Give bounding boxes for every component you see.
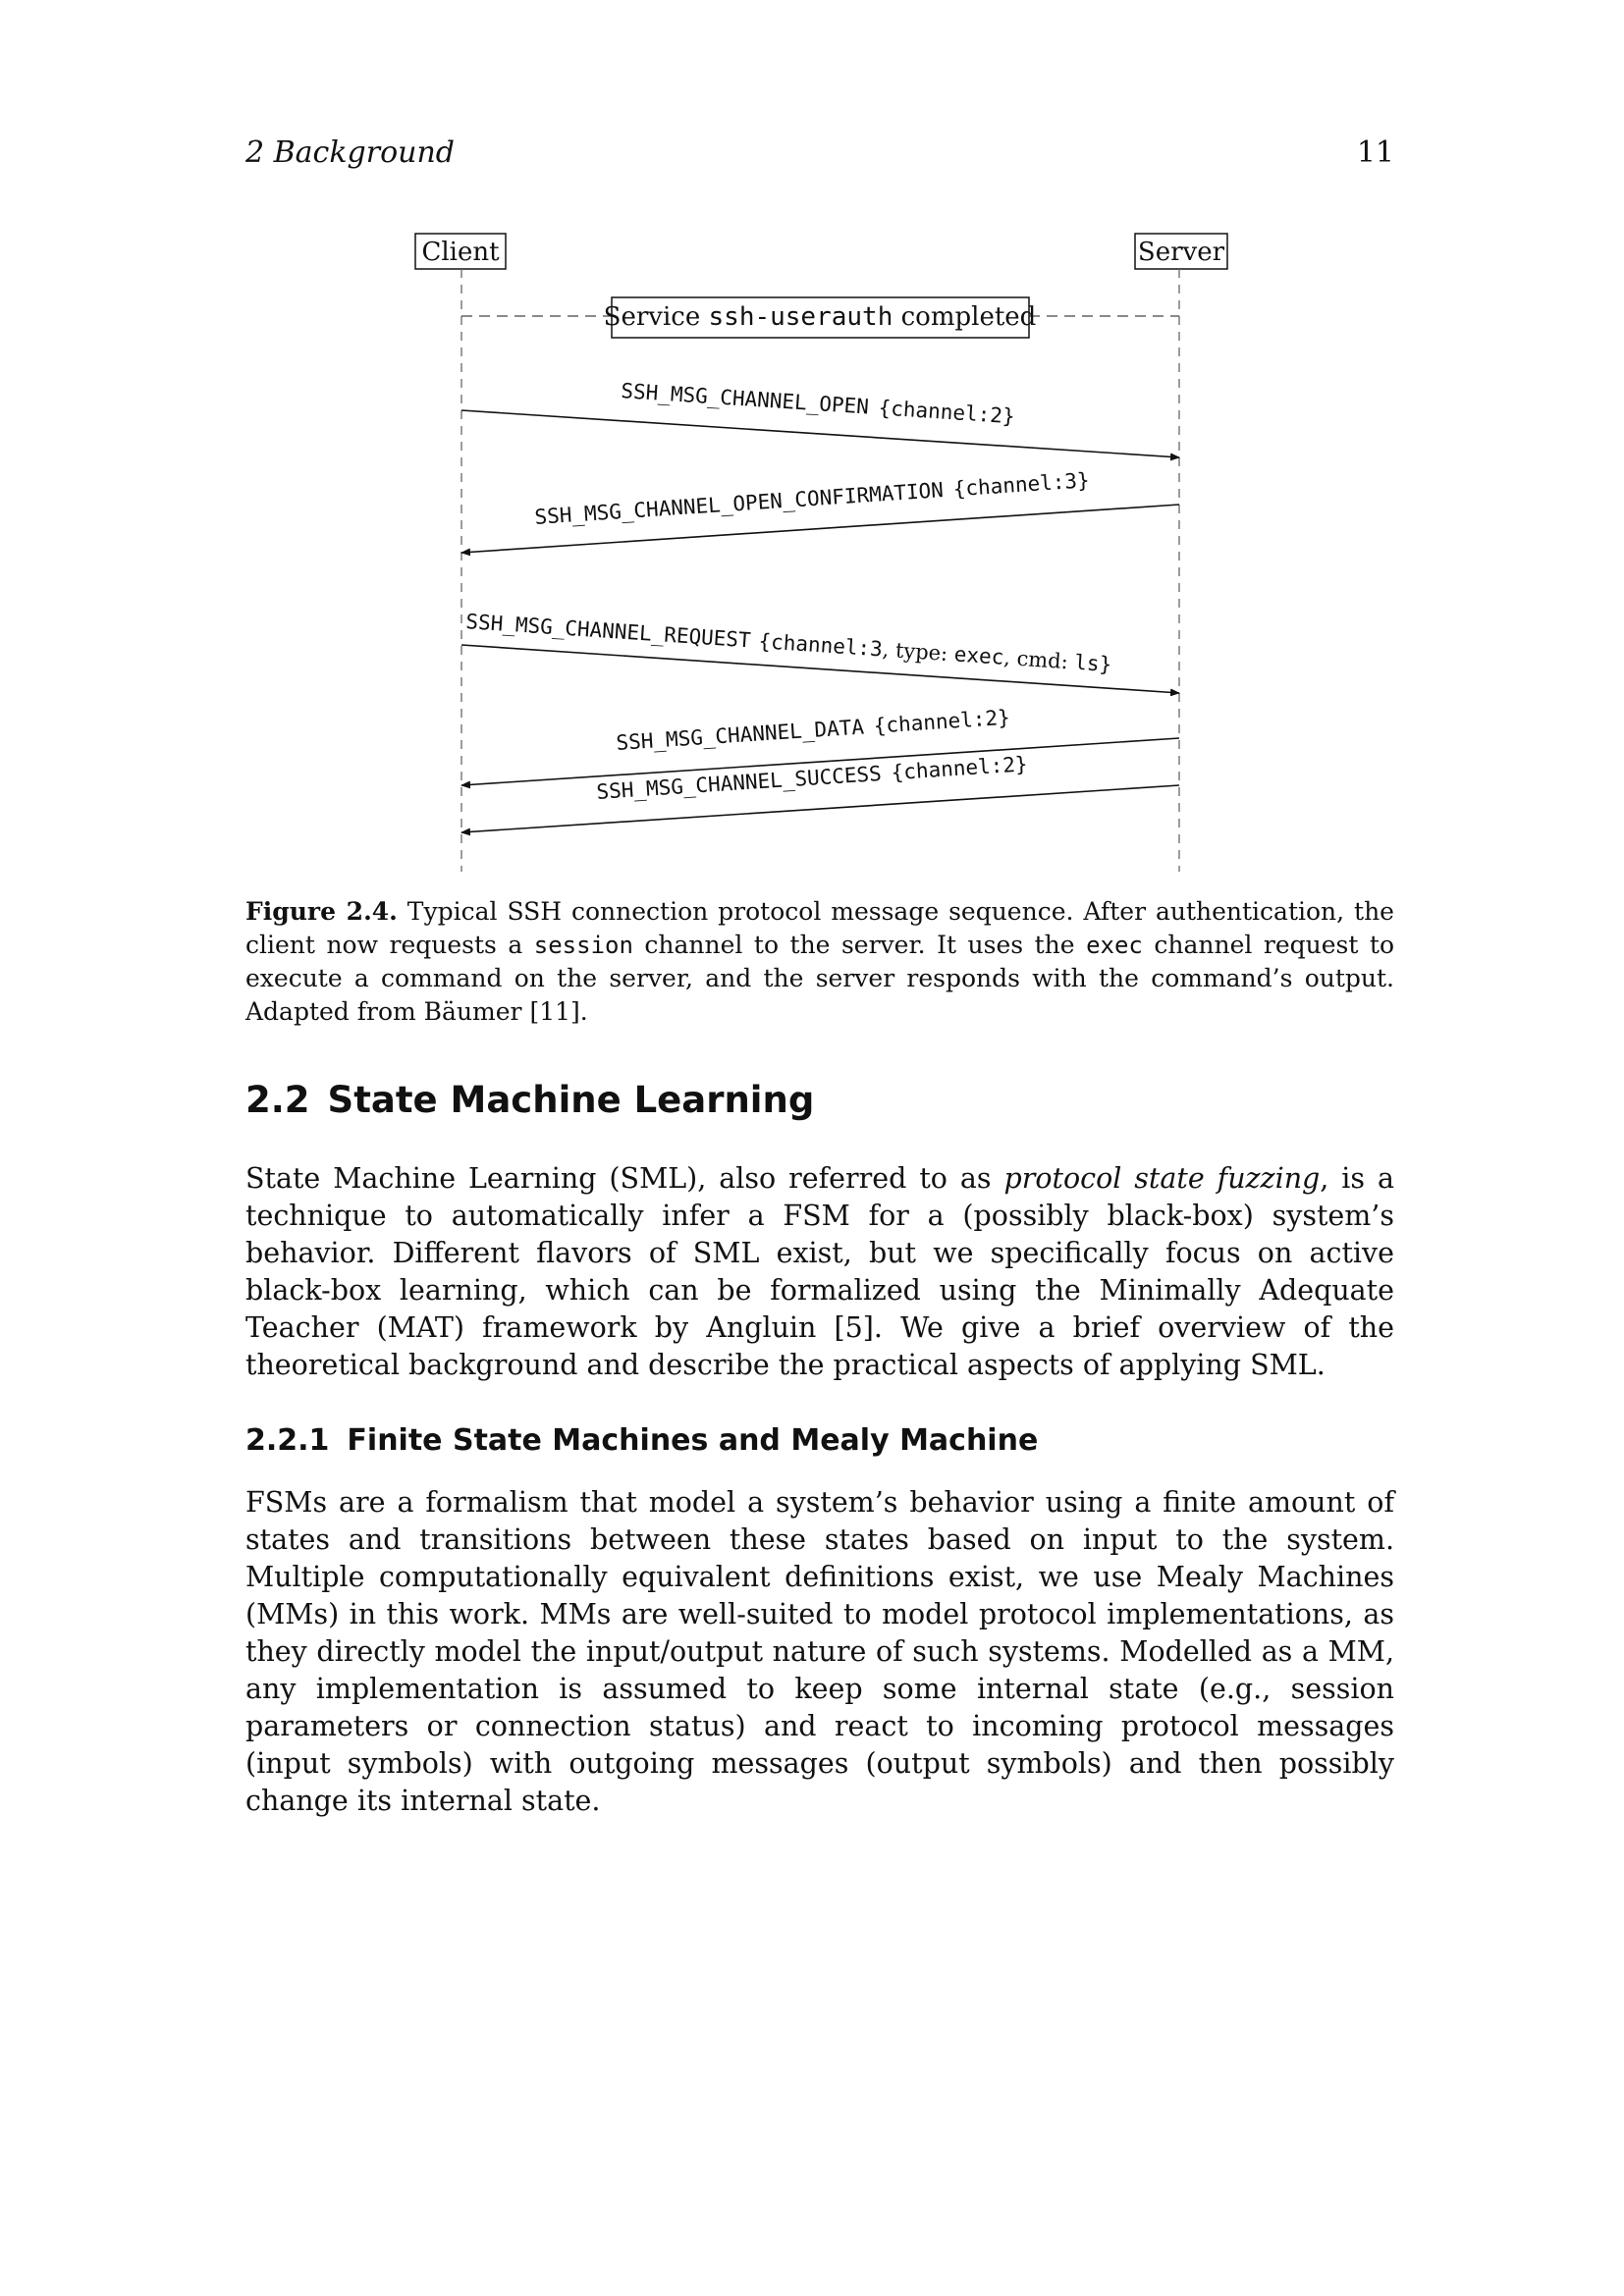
figure-label: Figure 2.4.: [245, 897, 398, 926]
message-arrow-channel-open: [461, 410, 1179, 457]
message-label-channel-data: SSH_MSG_CHANNEL_DATA {channel:2}: [615, 705, 1011, 755]
subsection-title: Finite State Machines and Mealy Machine: [347, 1423, 1039, 1458]
subsection-heading: [245, 1421, 1394, 1461]
figure-caption: [245, 895, 1394, 1029]
caption-text-3: channel request to execute a command on the server, and the server responds with the command’s output. Adapted from Bäumer [11].: [245, 931, 1394, 1026]
caption-text-1: Typical SSH connection protocol message sequence. After authentication, the client now requests a: [245, 897, 1394, 959]
chapter-title: 2 Background: [245, 135, 455, 170]
caption-text-2: channel to the server. It uses the: [632, 931, 1087, 959]
emphasis-protocol-state-fuzzing: protocol state fuzzing: [1003, 1162, 1321, 1195]
message-arrow-channel-success: [461, 785, 1179, 832]
paragraph-fsm-mealy: FSMs are a formalism that model a system’s behavior using a finite amount of states and transitions between these states based on input to the system. Multiple computationally equivalent definitions exist, we use Mealy Machines (MMs) in this work. MMs are well-suited to model protocol implementations, as they directly model the input/output nature of such systems. Modelled as a MM, any implementation is assumed to keep some internal state (e.g., session parameters or connection status) and react to incoming protocol messages (input symbols) with outgoing messages (output symbols) and then possibly change its internal state.: [245, 1486, 1394, 1817]
paragraph-sml-intro: State Machine Learning (SML), also referred to as protocol state fuzzing, is a technique to automatically infer a FSM for a (possibly black-box) system’s behavior. Different flavors of SML exist, but we specifically focus on active black-box learning, which can be formalized using the Minimally Adequate Teacher (MAT) framework by Angluin [5]. We give a brief overview of the theoretical background and describe the practical aspects of applying SML.: [245, 1162, 1394, 1381]
server-label: Server: [1137, 238, 1225, 267]
caption-code-exec: exec: [1086, 932, 1143, 959]
message-label-channel-request: SSH_MSG_CHANNEL_REQUEST {channel:3, type: exec, cmd: ls}: [464, 610, 1113, 677]
section-title: State Machine Learning: [327, 1079, 815, 1121]
message-label-channel-open-confirmation: SSH_MSG_CHANNEL_OPEN_CONFIRMATION {channel:3}: [533, 468, 1091, 529]
section-heading: [245, 1078, 1394, 1123]
section-number: 2.2: [245, 1079, 310, 1121]
message-label-channel-open: SSH_MSG_CHANNEL_OPEN {channel:2}: [620, 379, 1016, 429]
caption-code-session: session: [533, 932, 633, 959]
message-label-channel-success: SSH_MSG_CHANNEL_SUCCESS {channel:2}: [595, 752, 1029, 804]
page-number: 11: [1356, 135, 1394, 170]
client-label: Client: [421, 238, 500, 267]
service-label: Service ssh-userauth completed: [603, 302, 1037, 332]
subsection-number: 2.2.1: [245, 1423, 330, 1458]
sequence-diagram: [0, 0, 1624, 883]
